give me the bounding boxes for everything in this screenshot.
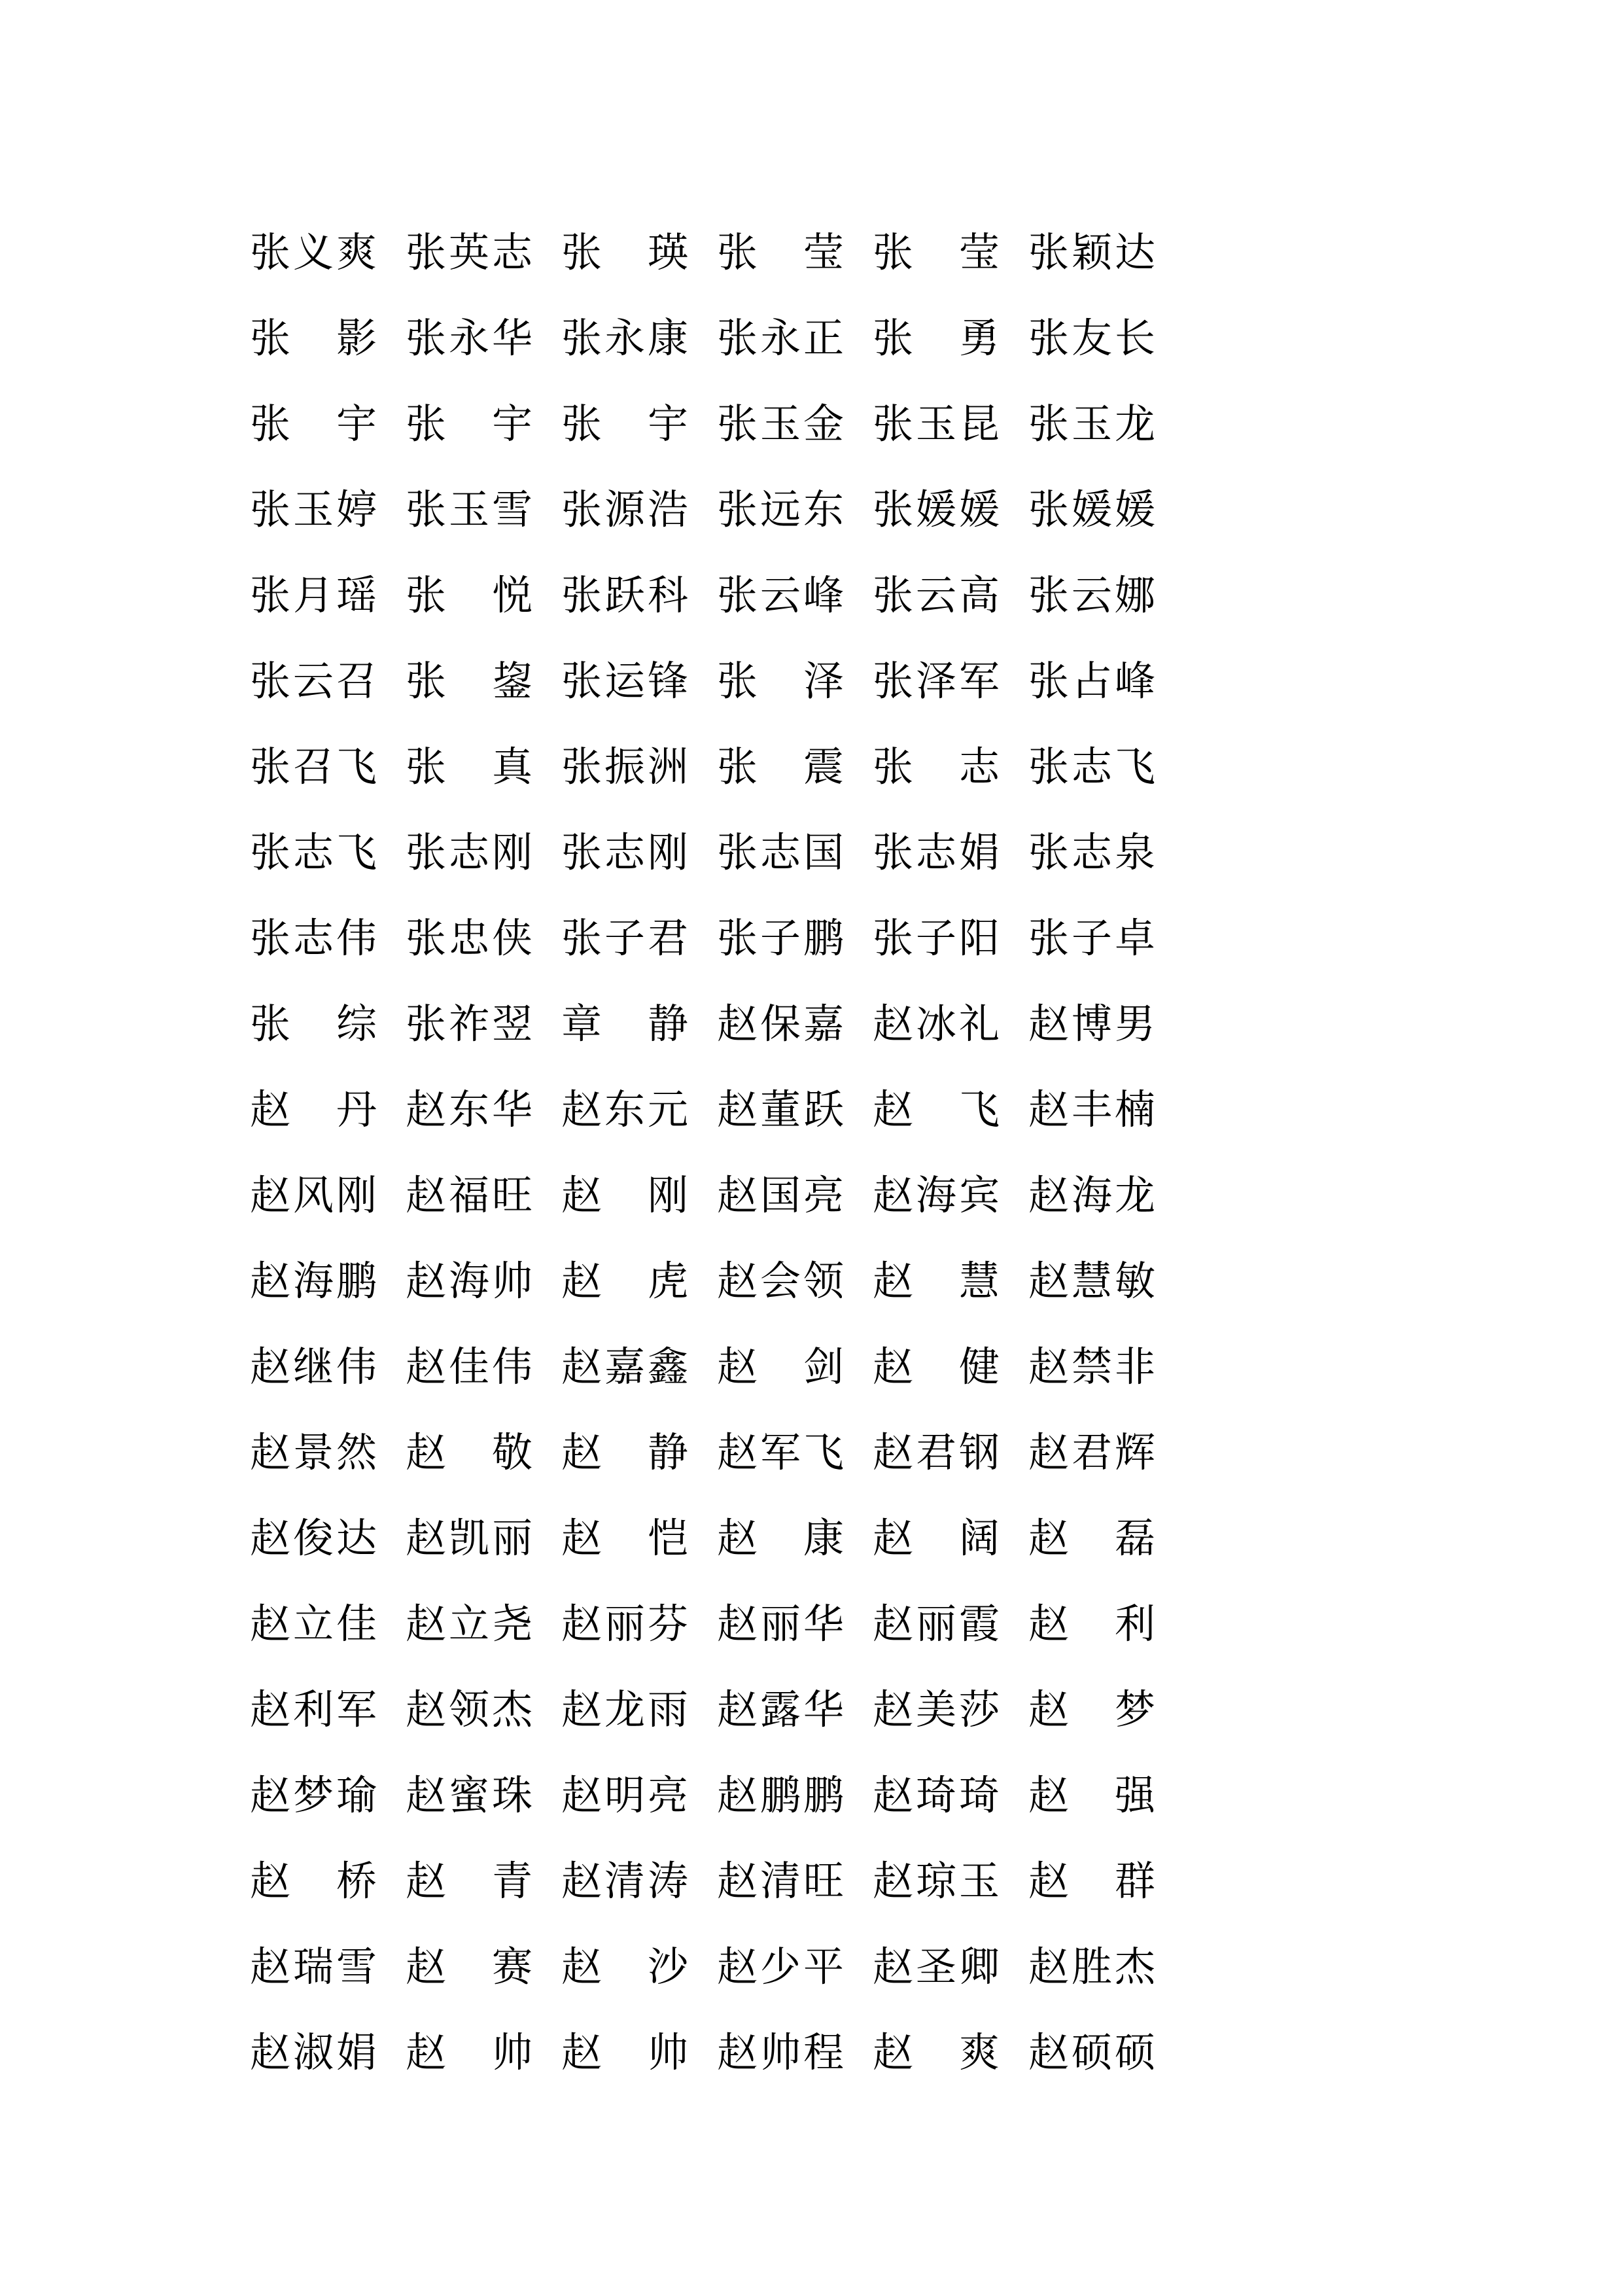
name-entry: 张 志 泉 <box>1028 828 1155 876</box>
name-entry: 赵 保 嘉 <box>716 999 844 1048</box>
name-list <box>249 209 1413 2095</box>
name-row <box>249 2009 1413 2095</box>
name-entry: 张 源 浩 <box>561 485 688 533</box>
name-entry: 张 子 阳 <box>872 913 1000 962</box>
name-entry: 张 英 志 <box>405 228 532 276</box>
name-row <box>249 809 1413 895</box>
name-entry: 赵 爽 <box>872 2028 1000 2076</box>
name-entry: 赵 琼 玉 <box>872 1856 1000 1905</box>
name-entry: 张 义 爽 <box>249 228 377 276</box>
name-entry: 赵 康 <box>716 1513 844 1562</box>
name-entry: 赵 磊 <box>1028 1513 1155 1562</box>
name-entry: 赵 东 元 <box>561 1085 688 1133</box>
name-entry: 赵 会 领 <box>716 1256 844 1305</box>
name-entry: 张 云 娜 <box>1028 571 1155 619</box>
name-row <box>249 1152 1413 1238</box>
name-entry: 赵 阔 <box>872 1513 1000 1562</box>
name-entry: 赵 利 <box>1028 1599 1155 1648</box>
name-entry: 张 勇 <box>872 313 1000 362</box>
name-entry: 赵 赛 <box>405 1942 532 1990</box>
name-entry: 张 媛 媛 <box>1028 485 1155 533</box>
name-entry: 赵 海 鹏 <box>249 1256 377 1305</box>
name-entry: 张 玉 雪 <box>405 485 532 533</box>
name-entry: 张 云 峰 <box>716 571 844 619</box>
name-entry: 张 莹 <box>872 228 1000 276</box>
name-entry: 赵 明 亮 <box>561 1771 688 1819</box>
name-entry: 赵 梦 <box>1028 1685 1155 1733</box>
name-entry: 赵 少 平 <box>716 1942 844 1990</box>
name-entry: 张 子 鹏 <box>716 913 844 962</box>
name-entry: 张 云 高 <box>872 571 1000 619</box>
name-entry: 赵 刚 <box>561 1171 688 1219</box>
name-entry: 赵 圣 卿 <box>872 1942 1000 1990</box>
name-entry: 张 宇 <box>561 399 688 448</box>
name-entry: 赵 虎 <box>561 1256 688 1305</box>
name-entry: 赵 领 杰 <box>405 1685 532 1733</box>
name-entry: 章 静 <box>561 999 688 1048</box>
name-entry: 赵 丽 霞 <box>872 1599 1000 1648</box>
name-entry: 张 永 康 <box>561 313 688 362</box>
name-row <box>249 724 1413 809</box>
name-entry: 赵 禁 非 <box>1028 1342 1155 1390</box>
name-entry: 张 瑛 <box>561 228 688 276</box>
name-entry: 张 志 飞 <box>249 828 377 876</box>
name-entry: 赵 淑 娟 <box>249 2028 377 2076</box>
name-entry: 赵 立 尧 <box>405 1599 532 1648</box>
name-entry: 张 志 伟 <box>249 913 377 962</box>
name-entry: 张 友 长 <box>1028 313 1155 362</box>
name-entry: 赵 福 旺 <box>405 1171 532 1219</box>
name-entry: 赵 丰 楠 <box>1028 1085 1155 1133</box>
name-entry: 赵 俊 达 <box>249 1513 377 1562</box>
name-entry: 张 真 <box>405 742 532 790</box>
name-entry: 张 鋆 <box>405 656 532 705</box>
name-entry: 张 志 娟 <box>872 828 1000 876</box>
name-entry: 赵 嘉 鑫 <box>561 1342 688 1390</box>
name-entry: 赵 景 然 <box>249 1428 377 1476</box>
name-entry: 赵 冰 礼 <box>872 999 1000 1048</box>
name-entry: 赵 帅 程 <box>716 2028 844 2076</box>
name-entry: 赵 利 军 <box>249 1685 377 1733</box>
name-entry: 赵 青 <box>405 1856 532 1905</box>
name-entry: 赵 慧 敏 <box>1028 1256 1155 1305</box>
name-entry: 张 志 国 <box>716 828 844 876</box>
name-entry: 张 玉 金 <box>716 399 844 448</box>
name-entry: 张 志 <box>872 742 1000 790</box>
name-entry: 赵 飞 <box>872 1085 1000 1133</box>
name-entry: 张 震 <box>716 742 844 790</box>
name-entry: 赵 硕 硕 <box>1028 2028 1155 2076</box>
name-entry: 赵 梦 瑜 <box>249 1771 377 1819</box>
name-entry: 赵 东 华 <box>405 1085 532 1133</box>
name-entry: 赵 敬 <box>405 1428 532 1476</box>
name-row <box>249 1667 1413 1752</box>
name-entry: 赵 君 辉 <box>1028 1428 1155 1476</box>
name-entry: 张 媛 媛 <box>872 485 1000 533</box>
name-entry: 赵 桥 <box>249 1856 377 1905</box>
name-entry: 张 子 卓 <box>1028 913 1155 962</box>
name-entry: 赵 博 男 <box>1028 999 1155 1048</box>
name-entry: 赵 丹 <box>249 1085 377 1133</box>
name-entry: 赵 鹏 鹏 <box>716 1771 844 1819</box>
name-entry: 张 泽 军 <box>872 656 1000 705</box>
name-entry: 张 颖 达 <box>1028 228 1155 276</box>
name-entry: 赵 清 旺 <box>716 1856 844 1905</box>
name-entry: 赵 君 钢 <box>872 1428 1000 1476</box>
name-entry: 赵 琦 琦 <box>872 1771 1000 1819</box>
name-entry: 赵 胜 杰 <box>1028 1942 1155 1990</box>
name-row <box>249 552 1413 638</box>
name-entry: 张 占 峰 <box>1028 656 1155 705</box>
name-row <box>249 1409 1413 1495</box>
name-entry: 赵 慧 <box>872 1256 1000 1305</box>
name-row <box>249 1581 1413 1667</box>
name-entry: 赵 海 龙 <box>1028 1171 1155 1219</box>
name-entry: 赵 健 <box>872 1342 1000 1390</box>
name-entry: 赵 沙 <box>561 1942 688 1990</box>
name-entry: 赵 露 华 <box>716 1685 844 1733</box>
name-entry: 张 玉 龙 <box>1028 399 1155 448</box>
name-entry: 赵 军 飞 <box>716 1428 844 1476</box>
name-entry: 赵 丽 芬 <box>561 1599 688 1648</box>
name-entry: 赵 继 伟 <box>249 1342 377 1390</box>
name-row <box>249 981 1413 1067</box>
name-entry: 张 宇 <box>405 399 532 448</box>
name-entry: 赵 清 涛 <box>561 1856 688 1905</box>
name-entry: 赵 恺 <box>561 1513 688 1562</box>
name-entry: 张 玉 婷 <box>249 485 377 533</box>
name-entry: 张 跃 科 <box>561 571 688 619</box>
name-entry: 张 远 东 <box>716 485 844 533</box>
name-entry: 赵 静 <box>561 1428 688 1476</box>
name-entry: 赵 立 佳 <box>249 1599 377 1648</box>
name-entry: 赵 剑 <box>716 1342 844 1390</box>
name-entry: 张 影 <box>249 313 377 362</box>
name-row <box>249 1238 1413 1324</box>
name-row <box>249 1752 1413 1838</box>
name-entry: 赵 帅 <box>561 2028 688 2076</box>
name-entry: 张 志 刚 <box>561 828 688 876</box>
name-entry: 张 玉 昆 <box>872 399 1000 448</box>
name-entry: 张 综 <box>249 999 377 1048</box>
name-entry: 赵 海 宾 <box>872 1171 1000 1219</box>
name-entry: 赵 蜜 珠 <box>405 1771 532 1819</box>
name-entry: 张 永 华 <box>405 313 532 362</box>
name-entry: 赵 瑞 雪 <box>249 1942 377 1990</box>
name-entry: 张 泽 <box>716 656 844 705</box>
name-entry: 赵 佳 伟 <box>405 1342 532 1390</box>
name-entry: 赵 强 <box>1028 1771 1155 1819</box>
name-entry: 赵 群 <box>1028 1856 1155 1905</box>
name-entry: 张 祚 翌 <box>405 999 532 1048</box>
name-entry: 赵 帅 <box>405 2028 532 2076</box>
name-row <box>249 638 1413 724</box>
name-row <box>249 209 1413 295</box>
name-row <box>249 1838 1413 1924</box>
name-entry: 张 云 召 <box>249 656 377 705</box>
name-row <box>249 1924 1413 2009</box>
name-entry: 张 永 正 <box>716 313 844 362</box>
name-entry: 张 忠 侠 <box>405 913 532 962</box>
name-entry: 赵 海 帅 <box>405 1256 532 1305</box>
name-entry: 张 悦 <box>405 571 532 619</box>
name-entry: 张 志 刚 <box>405 828 532 876</box>
name-entry: 张 召 飞 <box>249 742 377 790</box>
name-row <box>249 295 1413 381</box>
name-row <box>249 895 1413 981</box>
name-entry: 赵 丽 华 <box>716 1599 844 1648</box>
name-entry: 赵 凯 丽 <box>405 1513 532 1562</box>
name-entry: 赵 国 亮 <box>716 1171 844 1219</box>
name-entry: 张 宇 <box>249 399 377 448</box>
name-entry: 张 振 洲 <box>561 742 688 790</box>
name-row <box>249 1324 1413 1409</box>
name-entry: 赵 美 莎 <box>872 1685 1000 1733</box>
name-entry: 张 月 瑶 <box>249 571 377 619</box>
name-entry: 赵 风 刚 <box>249 1171 377 1219</box>
name-row <box>249 1067 1413 1152</box>
name-entry: 张 子 君 <box>561 913 688 962</box>
name-entry: 张 运 锋 <box>561 656 688 705</box>
name-entry: 张 志 飞 <box>1028 742 1155 790</box>
name-entry: 赵 龙 雨 <box>561 1685 688 1733</box>
name-entry: 张 莹 <box>716 228 844 276</box>
name-row <box>249 467 1413 552</box>
name-row <box>249 1495 1413 1581</box>
name-entry: 赵 董 跃 <box>716 1085 844 1133</box>
name-row <box>249 381 1413 467</box>
